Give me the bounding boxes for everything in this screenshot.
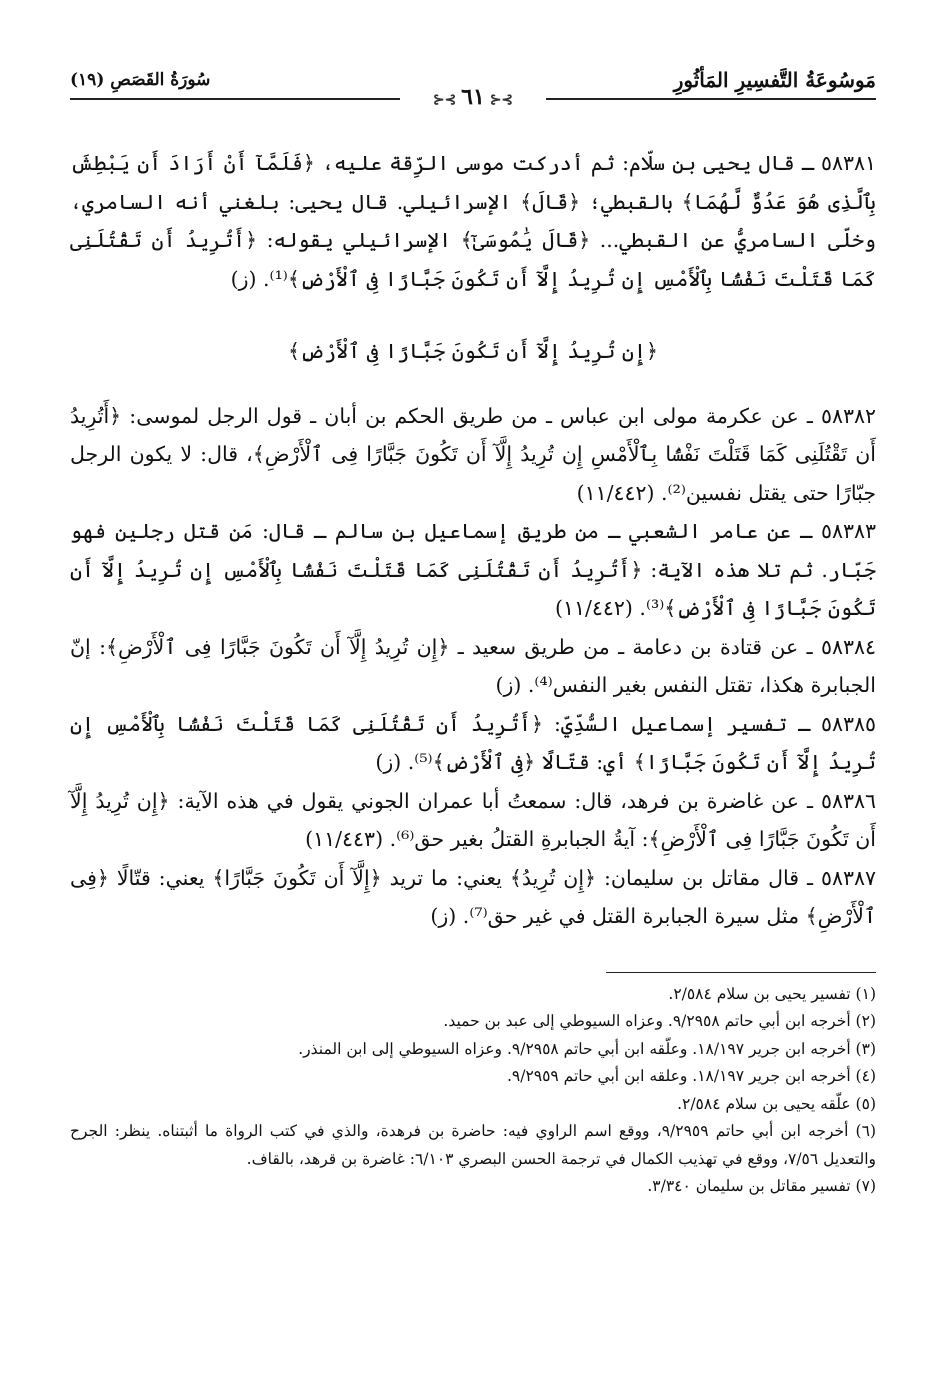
footnotes xyxy=(70,981,876,1201)
entry-58385: ٥٨٣٨٥ ـ تفسير إسماعيل السُّدِّيّ: ﴿أَتُرِيدُ أَن تَقْتُلَنِى كَمَا قَتَلْتَ نَفْسًۢا بِٱلْأَمْسِ إِن تُرِيدُ إِلَّآ أَن تَكُونَ جَبَّارًا﴾ أي: قتّالًا ﴿فِى ٱلْأَرْضِ﴾⁽⁵⁾. (ز) xyxy=(70,711,876,774)
header-rule-right xyxy=(546,98,876,100)
footnote-1: (١) تفسير يحيى بن سلام ٢/٥٨٤. xyxy=(668,984,876,1003)
footnote-7: (٧) تفسير مقاتل بن سليمان ٣/٣٤٠. xyxy=(647,1177,876,1195)
entry-58387: ٥٨٣٨٧ ـ قال مقاتل بن سليمان: ﴿إِن تُرِيدُ﴾ يعني: ما تريد ﴿إِلَّآ أَن تَكُونَ جَبَّارًا﴾ يعني: قتّالًا ﴿فِى ٱلْأَرْضِ﴾ مثل سيرة الجبابرة القتل في غير حق⁽⁷⁾. (ز) xyxy=(70,865,876,928)
footnote-4: (٤) أخرجه ابن جرير ١٨/١٩٧. وعلقه ابن أبي حاتم ٩/٢٩٥٩. xyxy=(506,1067,876,1085)
page-number: ⊱⊰ ٦١ ⊱⊰ xyxy=(432,84,514,110)
entry-58382: ٥٨٣٨٢ ـ عن عكرمة مولى ابن عباس ـ من طريق الحكم بن أبان ـ قول الرجل لموسى: ﴿أَتُرِيدُ أَن تَقْتُلَنِى كَمَا قَتَلْتَ نَفْسًۢا بِٱلْأَمْسِ إِن تُرِيدُ إِلَّآ أَن تَكُونَ جَبَّارًا فِى ٱلْأَرْضِ﴾، قال: لا يكون الرجل جبّارًا حتى يقتل نفسين⁽²⁾. (١١/٤٤٢) xyxy=(70,403,876,505)
ornament-icon: ⊱⊰ xyxy=(432,92,462,108)
entry-58383: ٥٨٣٨٣ ـ عن عامر الشعبي ـ من طريق إسماعيل بن سالم ـ قال: مَن قتل رجلين فهو جَبّار. ثم تلا هذه الآية: ﴿أَتُرِيدُ أَن تَقْتُلَنِى كَمَا قَتَلْتَ نَفْسًۢا بِٱلْأَمْسِ إِن تُرِيدُ إِلَّآ أَن تَكُونَ جَبَّارًا فِى ٱلْأَرْضِ﴾⁽³⁾. (١١/٤٤٢) xyxy=(70,519,876,620)
page-header xyxy=(70,62,876,112)
surah-title: سُورَةُ القَصَصِ (١٩) xyxy=(70,70,211,90)
page xyxy=(70,62,876,1201)
entry-58381: ٥٨٣٨١ ـ قال يحيى بن سلّام: ثم أدركت موسى الرِّقة عليه، ﴿فَلَمَّآ أَنْ أَرَادَ أَن يَبْطِشَ بِٱلَّذِى هُوَ عَدُوٌّ لَّهُمَا﴾ بالقبطي؛ ﴿قَالَ﴾ الإسرائيلي. قال يحيى: بلغني أنه السامري، وخلّى السامريُّ عن القبطي... ﴿قَالَ يَٰمُوسَىٰٓ﴾ الإسرائيلي يقوله: ﴿أَتُرِيدُ أَن تَقْتُلَنِى كَمَا قَتَلْتَ نَفْسًۢا بِٱلْأَمْسِ إِن تُرِيدُ إِلَّآ أَن تَكُونَ جَبَّارًا فِى ٱلْأَرْضِ﴾⁽¹⁾. (ز) xyxy=(70,151,876,291)
footnote-separator xyxy=(606,972,876,973)
header-rule-left xyxy=(70,98,400,100)
entry-58386: ٥٨٣٨٦ ـ عن غاضرة بن فرهد، قال: سمعتُ أبا عمران الجوني يقول في هذه الآية: ﴿إِن تُرِيدُ إِلَّآ أَن تَكُونَ جَبَّارًا فِى ٱلْأَرْضِ﴾: آيةُ الجبابرةِ القتلُ بغير حق⁽⁶⁾. (١١/٤٤٣) xyxy=(70,788,876,851)
footnote-6: (٦) أخرجه ابن أبي حاتم ٩/٢٩٥٩، ووقع اسم الراوي فيه: حاضرة بن فرهدة، والذي في كتب الرواة ما أثبتناه. ينظر: الجرح والتعديل ٧/٥٦، ووقع في تهذيب الكمال في ترجمة الحسن البصري ٦/١٠٣: غاضرة بن قرهد، بالقاف. xyxy=(70,1122,876,1168)
main-text xyxy=(70,144,876,936)
entry-58384: ٥٨٣٨٤ ـ عن قتادة بن دعامة ـ من طريق سعيد ـ ﴿إِن تُرِيدُ إِلَّآ أَن تَكُونَ جَبَّارًا فِى ٱلْأَرْضِ﴾: إنّ الجبابرة هكذا، تقتل النفس بغير النفس⁽⁴⁾. (ز) xyxy=(70,634,876,697)
footnote-2: (٢) أخرجه ابن أبي حاتم ٩/٢٩٥٨. وعزاه السيوطي إلى عبد بن حميد. xyxy=(443,1012,876,1030)
book-title: مَوسُوعَةُ التَّفسِيرِ المَأثُورِ xyxy=(673,68,876,92)
section-heading: ﴿إِن تُرِيدُ إِلَّآ أَن تَكُونَ جَبَّارًا فِى ٱلْأَرْضِ﴾ xyxy=(288,339,658,363)
footnote-5: (٥) علّقه يحيى بن سلام ٢/٥٨٤. xyxy=(677,1094,876,1113)
ornament-icon: ⊱⊰ xyxy=(484,92,514,108)
footnote-3: (٣) أخرجه ابن جرير ١٨/١٩٧. وعلّقه ابن أبي حاتم ٩/٢٩٥٨. وعزاه السيوطي إلى ابن المنذر. xyxy=(298,1039,876,1058)
